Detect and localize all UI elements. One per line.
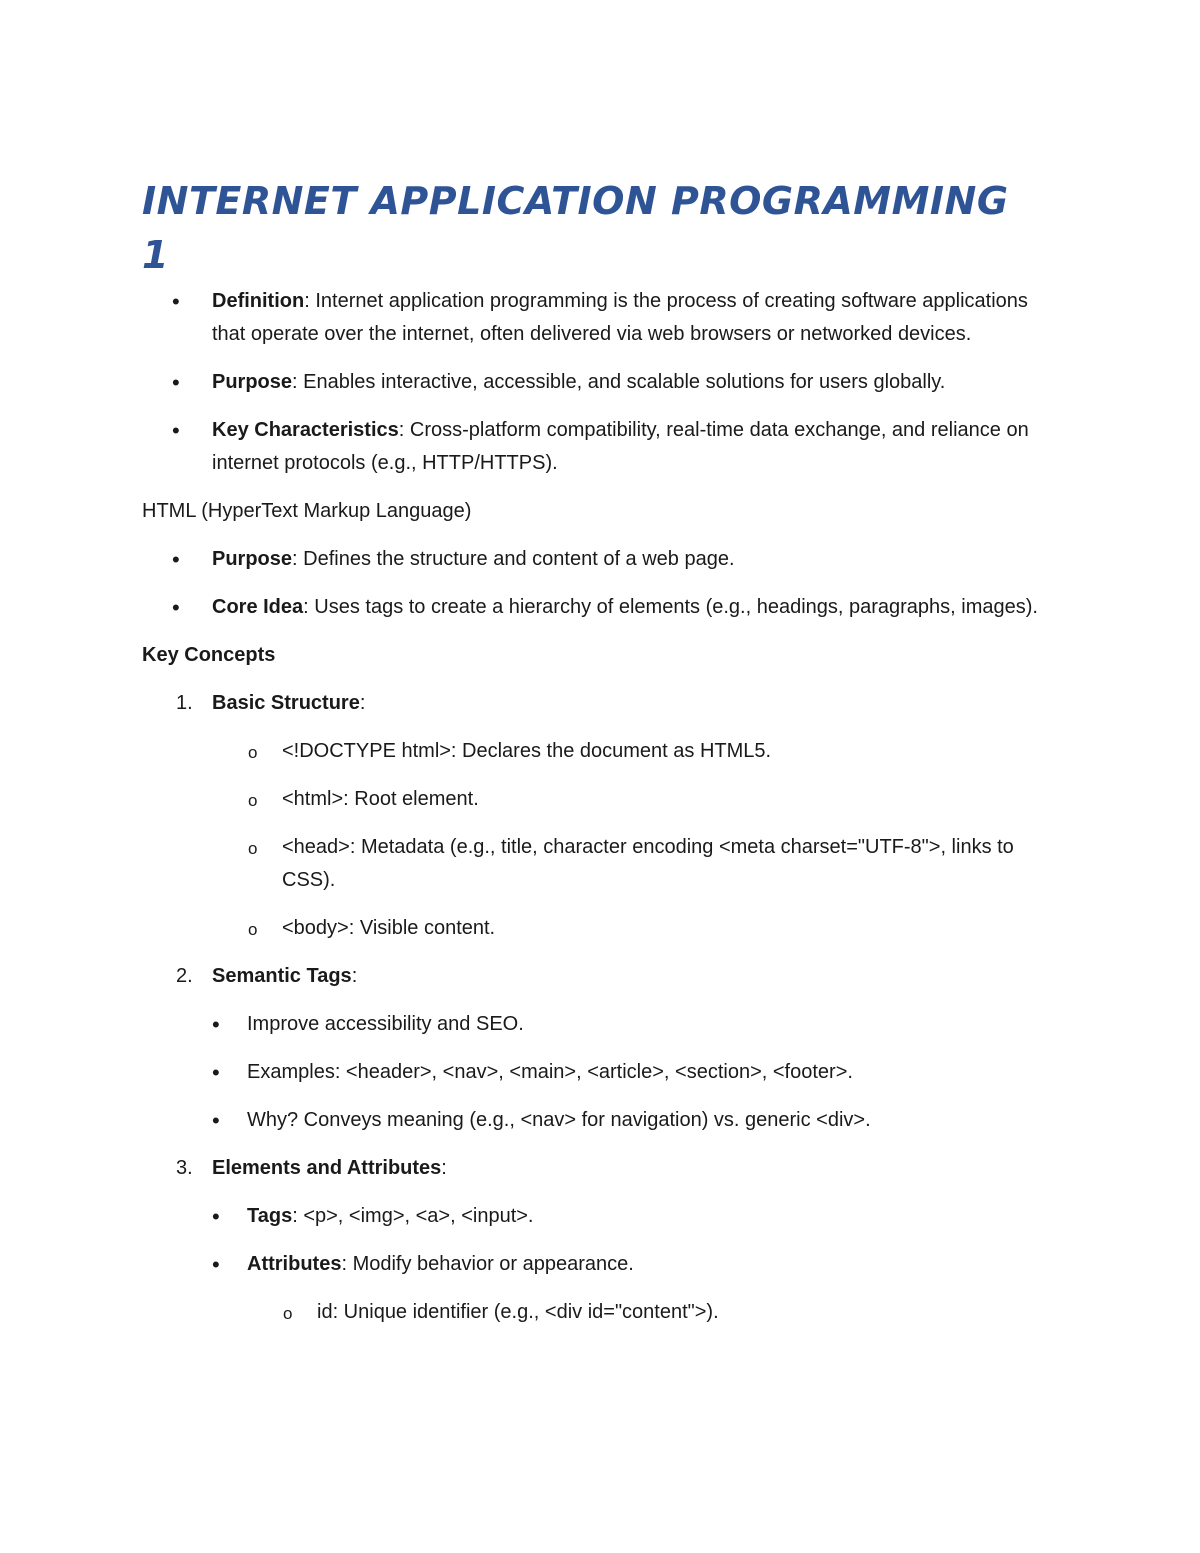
concept-label: Basic Structure — [212, 692, 360, 714]
concept-label: Elements and Attributes — [212, 1157, 442, 1179]
list-item — [142, 1056, 1062, 1089]
item-text: : Uses tags to create a hierarchy of elements (e.g., headings, paragraphs, images). — [303, 596, 1038, 618]
item-label: Key Characteristics — [212, 419, 399, 441]
item-text: <body>: Visible content. — [282, 917, 496, 939]
item-text: Improve accessibility and SEO. — [247, 1013, 524, 1035]
list-item — [142, 831, 1062, 897]
list-item — [142, 1104, 1062, 1137]
concepts-list — [142, 687, 1062, 1329]
item-text: Examples: <header>, <nav>, <main>, <article>, <section>, <footer>. — [247, 1061, 853, 1083]
list-number: 3. — [176, 1157, 193, 1179]
item-label: Purpose — [212, 371, 293, 393]
html-section-heading: HTML (HyperText Markup Language) — [142, 500, 472, 522]
list-item — [142, 1296, 1062, 1329]
circle-bullet-icon: o — [248, 920, 258, 939]
circle-bullet-icon: o — [248, 743, 258, 762]
item-label: Definition — [212, 290, 305, 312]
list-item — [142, 591, 1062, 624]
list-item — [142, 414, 1062, 480]
concept-label: Semantic Tags — [212, 965, 352, 987]
item-label: Attributes — [247, 1253, 342, 1275]
document-body — [142, 285, 1062, 1344]
list-item — [142, 366, 1062, 399]
list-item — [142, 912, 1062, 945]
circle-bullet-icon: o — [248, 791, 258, 810]
list-item — [142, 1200, 1062, 1233]
key-concepts-heading: Key Concepts — [142, 644, 276, 666]
item-text: : Modify behavior or appearance. — [341, 1253, 634, 1275]
concept-suffix: : — [351, 965, 358, 987]
item-text: : Cross-platform compatibility, real-time data exchange, and reliance on internet protocols (e.g., HTTP/HTTPS). — [212, 419, 1029, 474]
list-item — [142, 543, 1062, 576]
item-text: Why? Conveys meaning (e.g., <nav> for navigation) vs. generic <div>. — [247, 1109, 871, 1131]
concept-semantic-tags — [142, 960, 1062, 993]
item-text: <!DOCTYPE html>: Declares the document as HTML5. — [282, 740, 772, 762]
item-label: Purpose — [212, 548, 293, 570]
html-list — [142, 543, 1062, 624]
list-item — [142, 1248, 1062, 1281]
concept-suffix: : — [441, 1157, 447, 1179]
item-text: : Enables interactive, accessible, and scalable solutions for users globally. — [292, 371, 946, 393]
circle-bullet-icon: o — [248, 839, 258, 858]
item-text: : Defines the structure and content of a web page. — [292, 548, 735, 570]
concept-basic-structure — [142, 687, 1062, 720]
page-title: INTERNET APPLICATION PROGRAMMING 1 — [142, 179, 1009, 277]
list-item — [142, 735, 1062, 768]
list-number: 1. — [176, 692, 193, 714]
item-text: <html>: Root element. — [282, 788, 479, 810]
item-label: Tags — [247, 1205, 293, 1227]
list-item — [142, 783, 1062, 816]
circle-bullet-icon: o — [283, 1304, 293, 1323]
concept-suffix: : — [359, 692, 366, 714]
list-item — [142, 285, 1062, 351]
item-text: id: Unique identifier (e.g., <div id="content">). — [317, 1301, 719, 1323]
concept-elements-attributes — [142, 1152, 1062, 1185]
list-item — [142, 1008, 1062, 1041]
item-text: <head>: Metadata (e.g., title, character encoding <meta charset="UTF-8">, links to CSS). — [282, 836, 1014, 891]
intro-list — [142, 285, 1062, 480]
item-text: : <p>, <img>, <a>, <input>. — [292, 1205, 534, 1227]
list-number: 2. — [176, 965, 193, 987]
item-text: : Internet application programming is the process of creating software applications that operate over the internet, often delivered via web browsers or networked devices. — [212, 290, 1028, 345]
item-label: Core Idea — [212, 596, 304, 618]
